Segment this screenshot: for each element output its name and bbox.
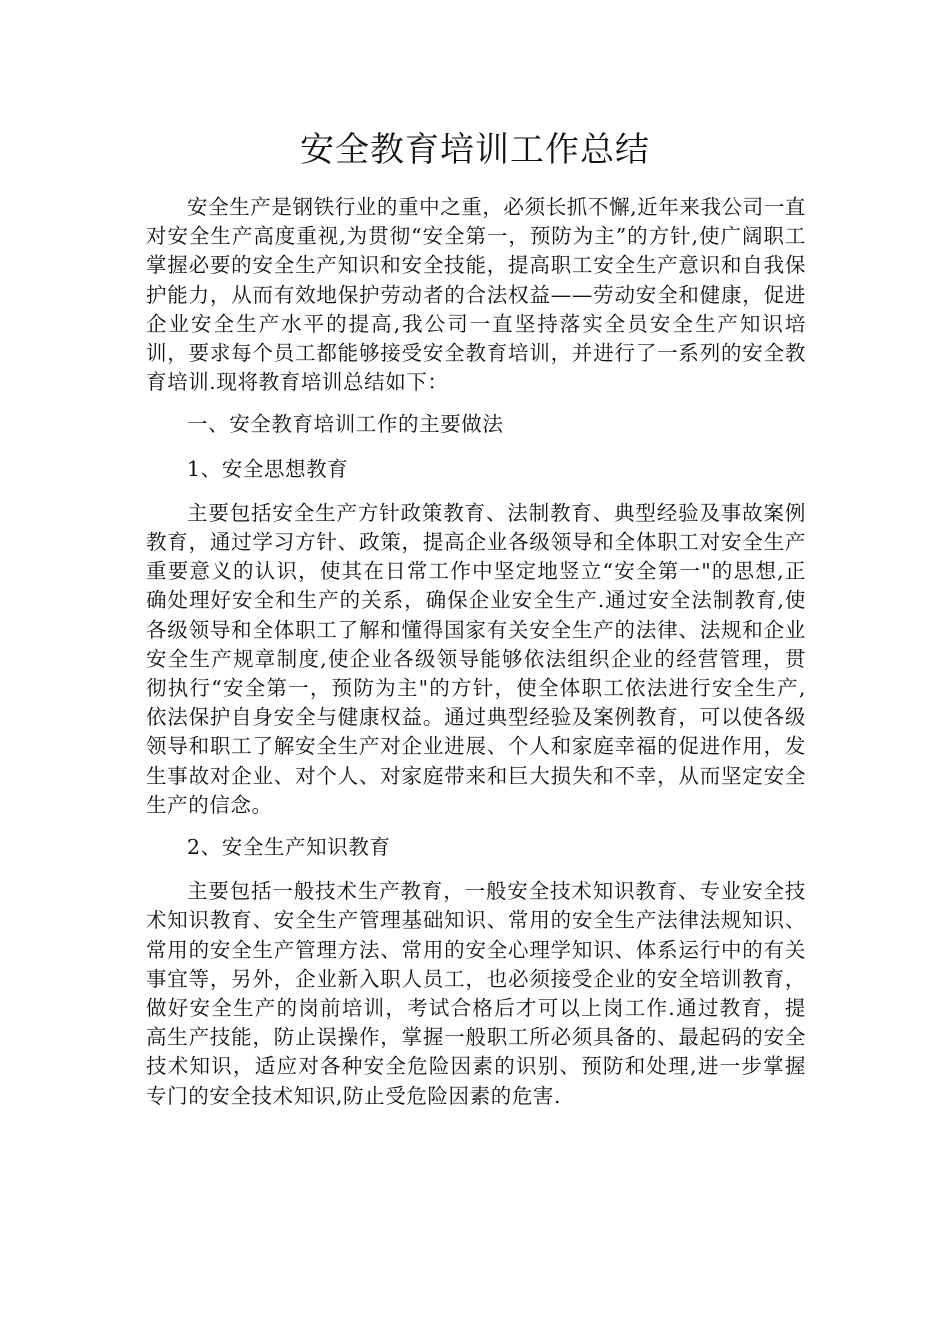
subsection-body-1: 主要包括安全生产方针政策教育、法制教育、典型经验及事故案例教育，通过学习方针、政策，提高企业各级领导和全体职工对安全生产重要意义的认识，使其在日常工作中坚定地竖立“安全第一"的思想,正确处理好安全和生产的关系，确保企业安全生产.通过安全法制教育,使各级领导和全体职工了解和懂得国家有关安全生产的法律、法规和企业安全生产规章制度,使企业各级领导能够依法组织企业的经营管理，贯彻执行“安全第一，预防为主"的方针，使全体职工依法进行安全生产,依法保护自身安全与健康权益。通过典型经验及案例教育，可以使各级领导和职工了解安全生产对企业进展、个人和家庭幸福的促进作用，发生事故对企业、对个人、对家庭带来和巨大损失和不幸，从而坚定安全生产的信念。 [146,500,806,817]
subsection-heading-2: 2、安全生产知识教育 [187,835,391,860]
intro-paragraph: 安全生产是钢铁行业的重中之重，必须长抓不懈,近年来我公司一直对安全生产高度重视,为贯彻“安全第一，预防为主”的方针,使广阔职工掌握必要的安全生产知识和安全技能，提高职工安全生产意识和自我保护能力，从而有效地保护劳动者的合法权益——劳动安全和健康，促进企业安全生产水平的提高,我公司一直坚持落实全员安全生产知识培训，要求每个员工都能够接受安全教育培训，并进行了一系列的安全教育培训.现将教育培训总结如下： [146,195,807,395]
subsection-body-2: 主要包括一般技术生产教育，一般安全技术知识教育、专业安全技术知识教育、安全生产管理基础知识、常用的安全生产法律法规知识、常用的安全生产管理方法、常用的安全心理学知识、体系运行中的有关事宜等，另外，企业新入职人员工，也必须接受企业的安全培训教育，做好安全生产的岗前培训，考试合格后才可以上岗工作.通过教育，提高生产技能，防止误操作，掌握一般职工所必须具备的、最起码的安全技术知识，适应对各种安全危险因素的识别、预防和处理,进一步掌握专门的安全技术知识,防止受危险因素的危害. [146,879,806,1108]
document-title: 安全教育培训工作总结 [300,130,650,170]
document-body [146,193,806,1124]
section-heading-1: 一、安全教育培训工作的主要做法 [187,412,504,437]
subsection-heading-1: 1、安全思想教育 [187,456,349,481]
